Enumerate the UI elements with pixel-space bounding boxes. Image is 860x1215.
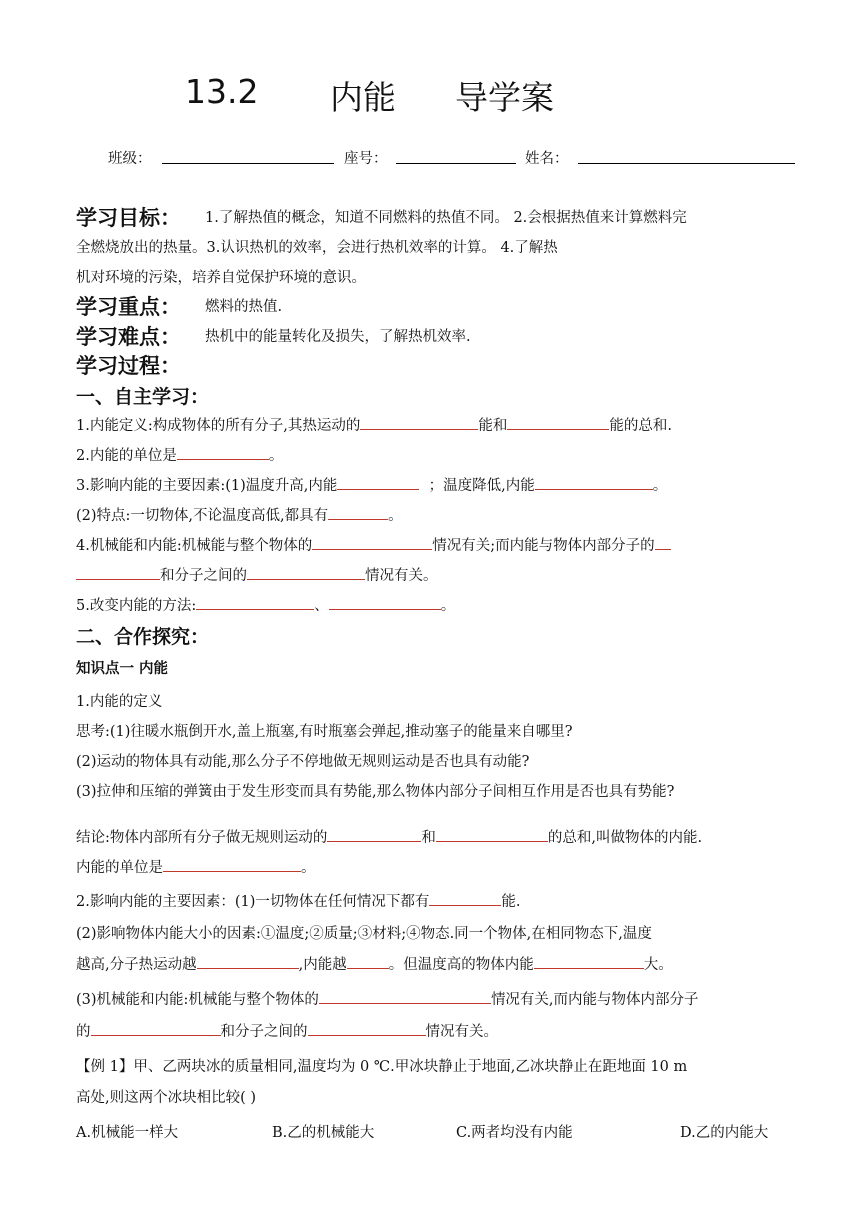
blank[interactable] — [329, 594, 441, 610]
difficulty-label: 学习难点： — [76, 325, 181, 349]
seat-label: 座号： — [344, 151, 388, 167]
s2-mechanical-cont: 的 和分子之间的 情况有关。 — [76, 1020, 498, 1041]
s1-question-3-2: (2)特点:一切物体,不论温度高低,都具有 。 — [76, 504, 403, 525]
option-c[interactable]: C.两者均没有内能 — [456, 1125, 573, 1141]
blank[interactable] — [196, 594, 314, 610]
s2-para-1: 1.内能的定义 — [76, 694, 163, 710]
class-label: 班级： — [108, 151, 152, 167]
blank[interactable] — [535, 474, 653, 490]
s2-para-2: 思考:(1)往暖水瓶倒开水,盖上瓶塞,有时瓶塞会弹起,推动塞子的能量来自哪里? — [76, 724, 573, 740]
s2-para-4: (3)拉伸和压缩的弹簧由于发生形变而具有势能,那么物体内部分子间相互作用是否也具有势能? — [76, 784, 675, 800]
blank[interactable] — [177, 444, 269, 460]
s1-question-4-cont: 和分子之间的 情况有关。 — [76, 564, 438, 585]
title-word-daoxuean: 导学案 — [455, 78, 554, 117]
blank[interactable] — [91, 1020, 221, 1036]
name-label: 姓名： — [525, 151, 569, 167]
blank[interactable] — [328, 504, 388, 520]
s1-question-5: 5.改变内能的方法: 、 。 — [76, 594, 455, 615]
knowledge-point-1: 知识点一 内能 — [76, 661, 169, 677]
section-2-title: 二、合作探究： — [76, 626, 210, 648]
blank[interactable] — [360, 414, 478, 430]
option-b[interactable]: B.乙的机械能大 — [272, 1125, 375, 1141]
s2-mechanical: (3)机械能和内能:机械能与整个物体的 情况有关,而内能与物体内部分子 — [76, 988, 699, 1009]
s1-question-3: 3.影响内能的主要因素:(1)温度升高,内能 ；温度降低,内能 。 — [76, 474, 667, 495]
blank[interactable] — [337, 474, 419, 490]
blank[interactable] — [507, 414, 609, 430]
s2-conclusion: 结论:物体内部所有分子做无规则运动的 和 的总和,叫做物体的内能. — [76, 826, 702, 847]
seat-field[interactable] — [396, 163, 516, 164]
s1-question-2: 2.内能的单位是 。 — [76, 444, 283, 465]
blank[interactable] — [308, 1020, 426, 1036]
objectives-line-2: 全燃烧放出的热量。3.认识热机的效率，会进行热机效率的计算。 4.了解热 — [76, 240, 558, 256]
blank[interactable] — [197, 953, 299, 969]
title-number: 13.2 — [185, 72, 259, 111]
difficulty-text: 热机中的能量转化及损失，了解热机效率. — [205, 329, 471, 345]
key-point-text: 燃料的热值. — [205, 299, 283, 315]
key-point-label: 学习重点： — [76, 295, 181, 319]
example-1-line-2: 高处,则这两个冰块相比较( ) — [76, 1090, 257, 1106]
s1-question-1: 1.内能定义:构成物体的所有分子,其热运动的 能和 能的总和. — [76, 414, 672, 435]
blank[interactable] — [247, 564, 365, 580]
blank[interactable] — [436, 826, 548, 842]
class-field[interactable] — [162, 163, 334, 164]
option-a[interactable]: A.机械能一样大 — [76, 1125, 179, 1141]
objectives-label: 学习目标： — [76, 206, 181, 230]
s2-factors-1: 2.影响内能的主要因素：(1)一切物体在任何情况下都有 能. — [76, 890, 520, 911]
option-d[interactable]: D.乙的内能大 — [680, 1125, 769, 1141]
s2-factors-2: (2)影响物体内能大小的因素:①温度;②质量;③材料;④物态.同一个物体,在相同物态下,温度 — [76, 926, 652, 942]
s2-para-3: (2)运动的物体具有动能,那么分子不停地做无规则运动是否也具有动能? — [76, 754, 530, 770]
blank[interactable] — [312, 534, 432, 550]
blank[interactable] — [655, 534, 671, 550]
blank[interactable] — [76, 564, 160, 580]
s2-unit: 内能的单位是 。 — [76, 856, 316, 877]
s1-question-4: 4.机械能和内能:机械能与整个物体的 情况有关;而内能与物体内部分子的 — [76, 534, 671, 555]
blank[interactable] — [347, 953, 389, 969]
process-label: 学习过程： — [76, 354, 181, 378]
name-field[interactable] — [578, 163, 795, 164]
title-word-neineng: 内能 — [330, 78, 396, 117]
blank[interactable] — [534, 953, 644, 969]
example-1-line-1: 【例 1】甲、乙两块冰的质量相同,温度均为 0 ℃.甲冰块静止于地面,乙冰块静止在距地面 10 m — [76, 1059, 688, 1075]
s2-factors-3: 越高,分子热运动越 ,内能越 。但温度高的物体内能 大。 — [76, 953, 673, 974]
objectives-line-1: 1.了解热值的概念，知道不同燃料的热值不同。 2.会根据热值来计算燃料完 — [205, 210, 687, 226]
objectives-line-3: 机对环境的污染，培养自觉保护环境的意识。 — [76, 270, 366, 286]
blank[interactable] — [319, 988, 491, 1004]
section-1-title: 一、自主学习： — [76, 386, 210, 408]
blank[interactable] — [327, 826, 421, 842]
blank[interactable] — [429, 890, 501, 906]
blank[interactable] — [163, 856, 301, 872]
